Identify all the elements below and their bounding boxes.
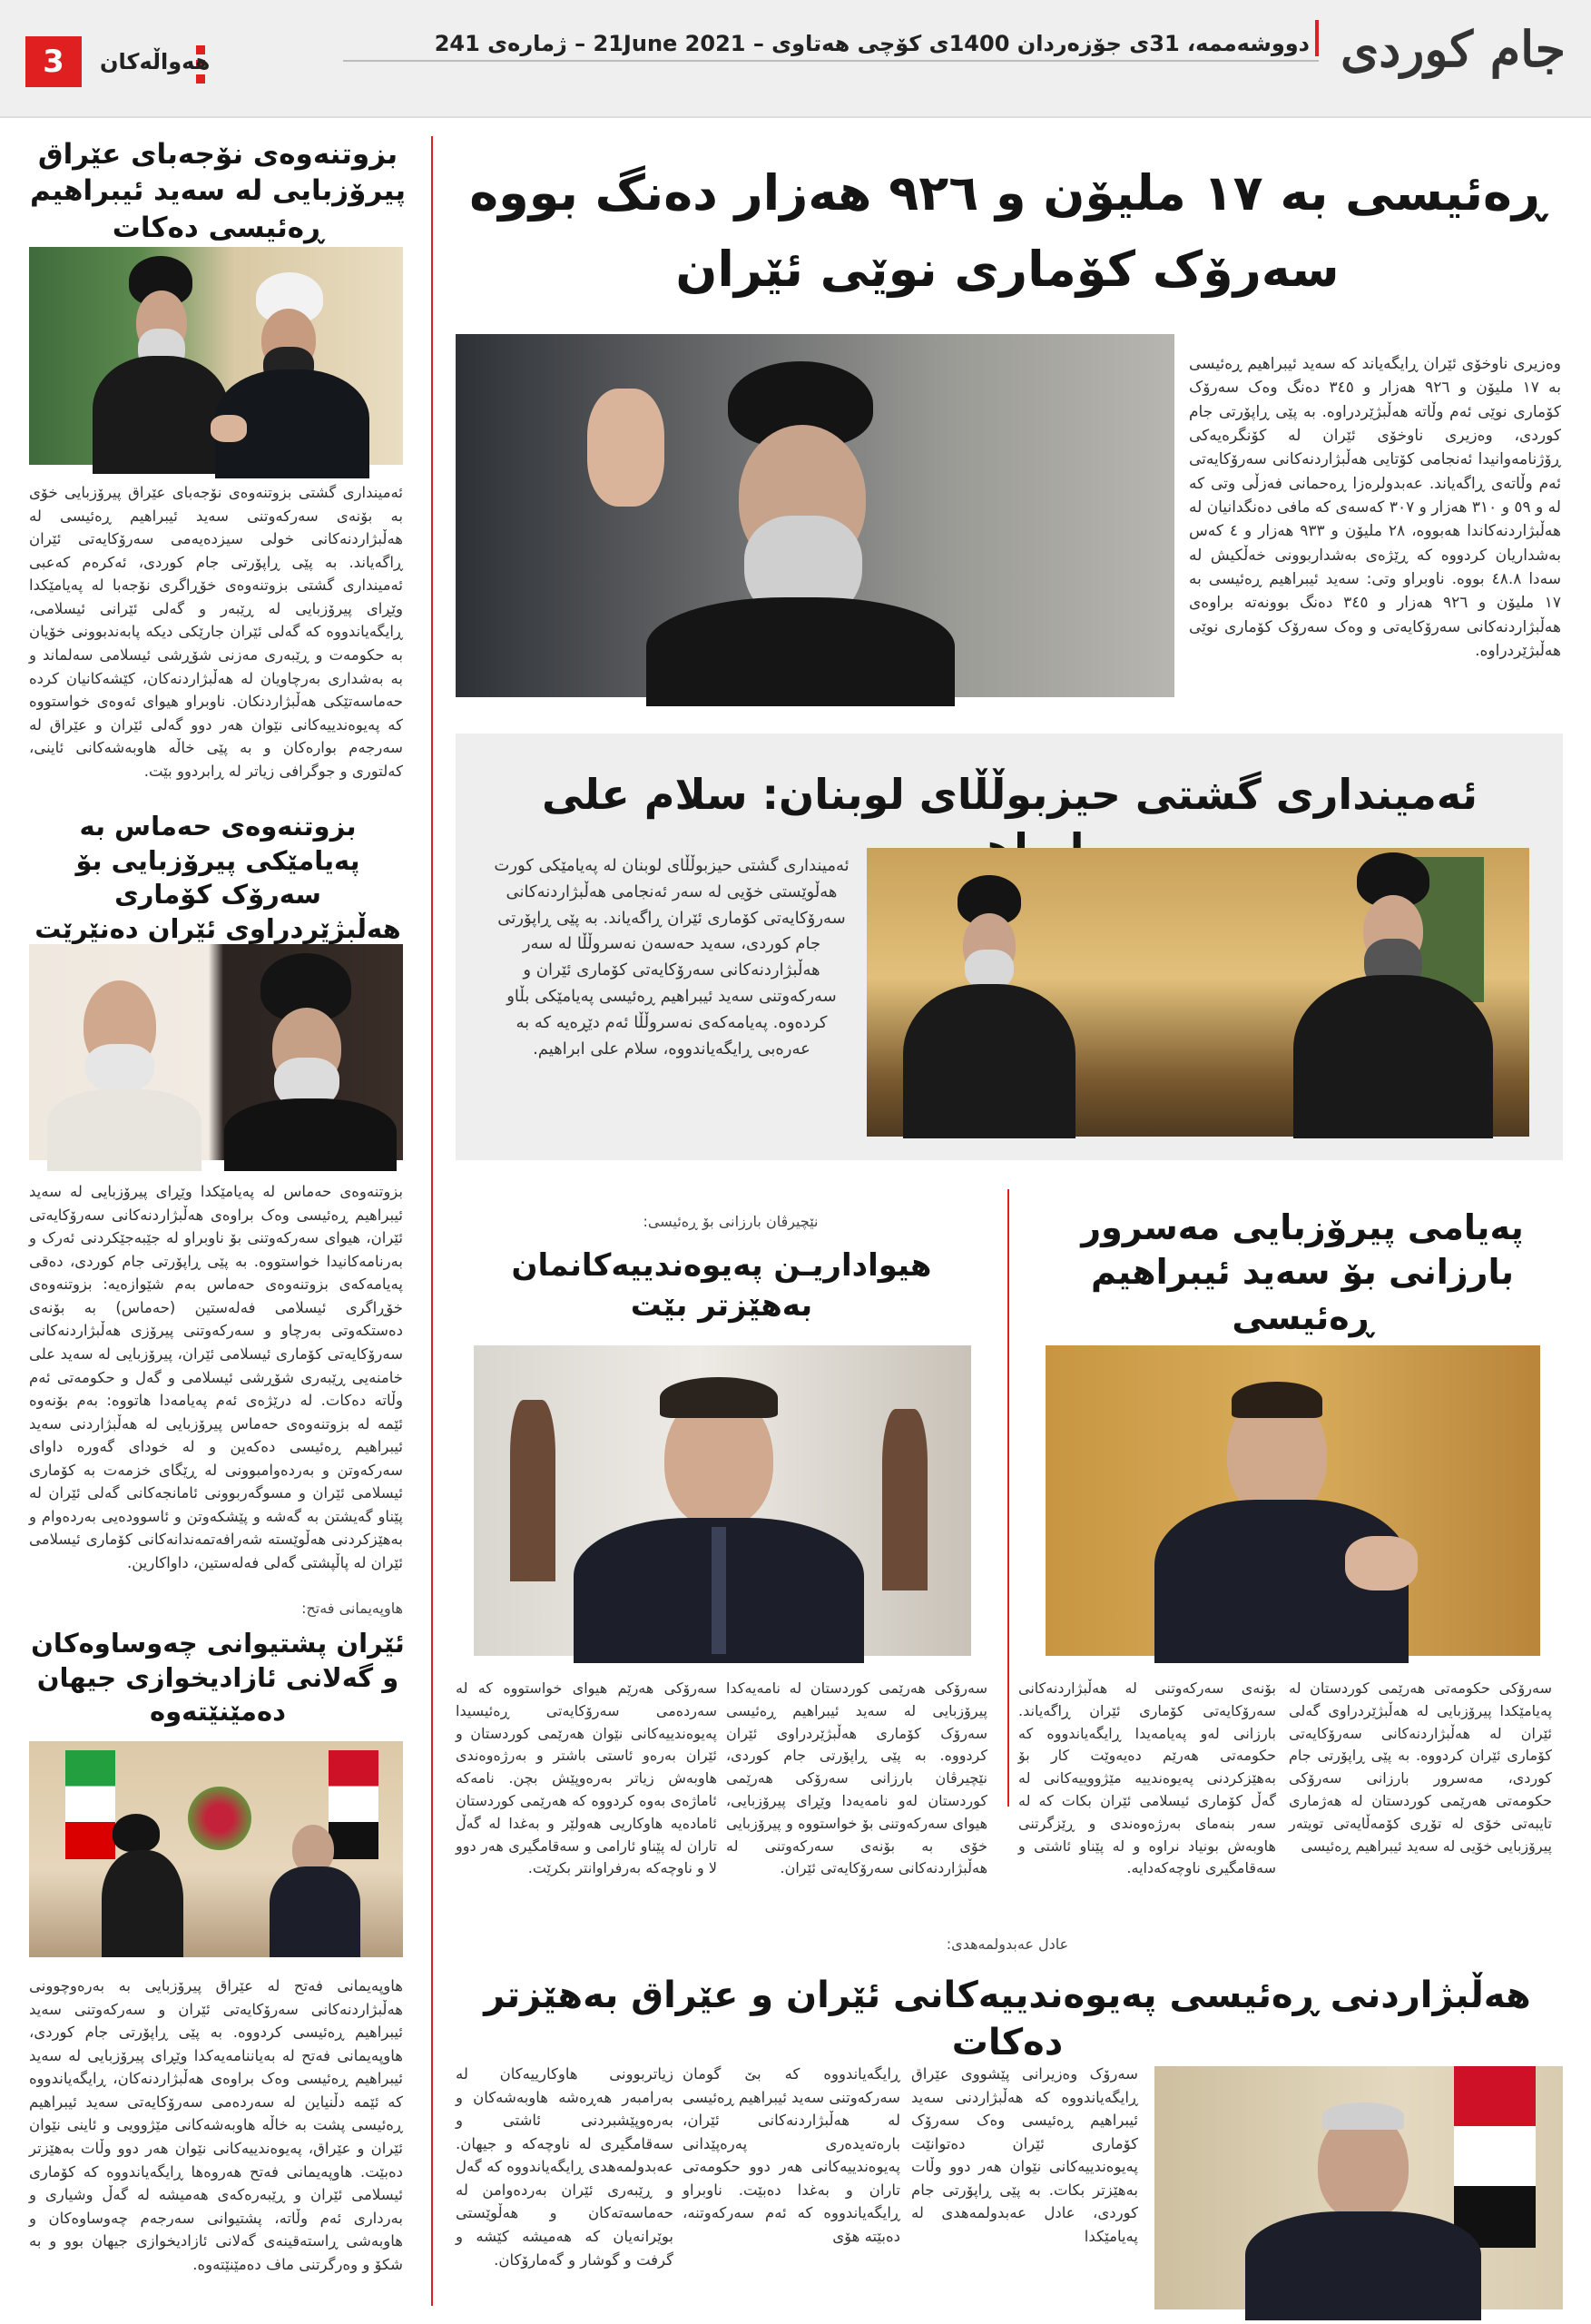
masrour-headline[interactable]: پەیامی پیرۆزبایی مەسرور بارزانی بۆ سەید ئیبراهیم ڕەئیسی [1081, 1207, 1524, 1337]
hezbollah-photo[interactable] [867, 848, 1529, 1137]
logo-divider [1315, 20, 1319, 56]
nechirvan-headline[interactable]: هیواداریـن پەیوەندییەکانمان بەهێزتر بێت [511, 1247, 932, 1324]
mid-divider [1007, 1189, 1009, 1807]
nujaba-body: ئەمینداری گشتی بزوتنەوەی نۆجەبای عێراق پیرۆزبایی خۆی بە بۆنەی سەرکەوتنی سەید ئیبراهیم ڕەئیسی لە هەڵبژاردنەکانی خولی سیزدەیەمی سەرۆکایەتی ئێران ڕاگەیاند. بە پێی ڕاپۆرتی جام کوردی، ئەکرەم کەعبی ئەمینداری گشتی بزوتنەوەی خۆڕاگری نۆجەبا لە پەیامێکدا وێڕای پیرۆزبایی لە ڕێبەر و گەلی ئێرانی ئیسلامی، ڕایگەیاندووە کە گەلی ئێران جارێکی دیکە پابەندبوونی خۆیان بە حکومەت و ڕێبەری مەزنی شۆڕشی ئیسلامی سەلماند و بە بەشداری بەرچاویان لە هەڵبژاردنەکان، کێشەکانیان کردە حەماسەتێکی هەڵبژاردنکان. ناوبراو هیوای ئەوەی خواستووە کە پەیوەندییەکانی نێوان هەر دوو گەلی ئێران و عێراق لە سەرجەم بوارەکان و بە پێی خاڵە هاوبەشەکانی ئاینی، کەلتوری و جوگرافی زیاتر لە ڕابردوو بێت. [29, 484, 403, 780]
hezbollah-headline[interactable]: ئەمینداری گشتی حیزبوڵڵای لوبنان: سلام علی [542, 770, 1478, 819]
nechirvan-photo[interactable] [474, 1345, 971, 1656]
fateh-photo[interactable] [29, 1741, 403, 1957]
adel-photo[interactable] [1154, 2066, 1563, 2309]
masrour-photo[interactable] [1046, 1345, 1540, 1656]
nujaba-headline[interactable]: بزوتنەوەی نۆجەبای عێراق پیرۆزبایی لە سەید ئیبراهیم ڕەئیسی دەکات [30, 138, 406, 244]
hamas-headline[interactable]: بزوتنەوەی حەماس بە پەیامێکی پیرۆزبایی بۆ سەرۆک کۆماری هەڵبژێردراوی ئێران دەنێرێت [34, 811, 401, 945]
main-body: وەزیری ناوخۆی ئێران ڕایگەیاند کە سەید ئیبراهیم ڕەئیسی بە ١٧ ملیۆن و ٩٢٦ هەزار و ٣٤٥ دەنگ وەک سەرۆک کۆماری نوێی ئەم وڵاتە هەڵبژێردراوە. بە پێی ڕاپۆرتی جام کوردی، وەزیری ناوخۆی ئێران لە کۆنگرەیەکی ڕۆژنامەوانیدا ئەنجامی کۆتایی هەڵبژاردنەکانی سەرۆکایەتی ئەم وڵاتەی ڕاگەیاند. عەبدولرەزا ڕەحمانی فەزڵی وتی کە لە و ٥٩ و ٣١٠ هەزار و ٣٠٧ کەسەی کە مافی دەنگدانیان لە هەڵبژاردنەکاندا هەبووە، ٢٨ ملیۆن و ٩٣٣ هەزار و ٤ کەس بەشداریان کردووە کە ڕێژەی بەشداربوونی خەڵکیش لە سەدا ٤٨.٨ بووە. ناوبراو وتی: سەید ئیبراهیم ڕەئیسی بە ١٧ ملیۆن و ٩٢٦ هەزار و ٣٤٥ دەنگ بوونەتە براوەی هەڵبژاردنەکانی سەرۆکایەتی و وەک سەرۆک کۆماری نوێی هەڵبژێردراوە. [1189, 355, 1561, 661]
fateh-kicker: هاوپەیمانی فەتح: [301, 1600, 403, 1617]
hamas-photo[interactable] [29, 944, 403, 1160]
adel-col-c: زیاتربوونی هاوکارییەکان لە بەرامبەر هەڕەشە هاوبەشەکان و بەرەوپێشبردنی ئاشتی و سەقامگیری لە ناوچەکە و جیهان. عەبدولمەهدی ڕایگەیاندووە کە گەل و ڕێبەری ئێران بەردەوامن لە حەماسەتەکان و هەڵوێستی بوێرانەیان کە هەمیشە کێشە و گرفت و گوشار و گەمارۆکان. [456, 2065, 673, 2269]
section-name[interactable]: هەواڵەکان [100, 49, 211, 74]
issue-dateline: دووشەممە، 31ی جۆزەردان 1400ی کۆچی هەتاوی – 21June 2021 – ژمارەی 241 [434, 31, 1310, 56]
column-divider [431, 136, 433, 2306]
adel-kicker: عادل عەبدولمەهدی: [946, 1935, 1069, 1953]
masthead-logo[interactable]: جام کوردی [1340, 20, 1566, 78]
adel-headline[interactable]: هەڵبژاردنی ڕەئیسی پەیوەندییەکانی ئێران و عێراق بەهێزتر دەکات [484, 1974, 1531, 2063]
main-headline-line-2[interactable]: سەرۆک کۆماری نوێی ئێران [675, 241, 1340, 298]
nechirvan-body-a: سەرۆکی هەرێمی کوردستان لە نامەیەکدا پیرۆزبایی لە سەید ئیبراهیم ڕەئیسی سەرۆک کۆماری هەڵبژێردراوی ئێران کردووە. بە پێی ڕاپۆرتی جام کوردی، نێچیرڤان بارزانی سەرۆکی هەرێمی کوردستان لەو نامەیەدا وێڕای پیرۆزبایی، هیوای سەرکەوتنی بۆ خواستووە و پیرۆزبایی خۆی بە بۆنەی سەرکەوتنی لە هەڵبژاردنەکانی سەرۆکایەتی ئێران. [726, 1679, 987, 1877]
fateh-body: هاوپەیمانی فەتح لە عێراق پیرۆزبایی بە بەرەوچوونی هەڵبژاردنەکانی سەرۆکایەتی ئێران و سەرکەوتنی سەید ئیبراهیم ڕەئیسی کردووە. بە پێی ڕاپۆرتی جام کوردی، هاوپەیمانی فەتح لە بەیاننامەیەکدا وێڕای پیرۆزبایی لە سەید ئیبراهیم ڕەئیسی وەک براوەی هەڵبژاردنەکان، ڕایگەیاندووە کە ئێمە دڵنیاین لە سەردەمی سەرۆکایەتی سەید ئیبراهیم ڕەئیسی پشت بە خاڵە هاوبەشەکانی مێژوویی و ئاینی نێوان ئێران و عێراق، پەیوەندییەکانی نێوان هەر دوو وڵات بەهێزتر دەبێت. هاوپەیمانی فەتح هەروەها ڕایگەیاندووە کە کۆماری ئیسلامی ئێران و ڕێبەرەکەی هەمیشە لە گەڵ وشیاری و بەرداری ئەم وڵاتە، پشتیوانی سەرجەم چەوساوەکان و هاوبەشی ڕاستەقینەی گەلانی ئازادیخوازی جیهان بوو و بە شکۆ و وەرگرتنی ماف دەمێنێتەوە. [29, 1977, 403, 2273]
adel-col-a: سەرۆک وەزیرانی پێشووی عێراق ڕایگەیاندووە کە هەڵبژاردنی سەید ئیبراهیم ڕەئیسی وەک سەرۆک کۆماری ئێران دەتوانێت پەیوەندییەکانی نێوان هەر دوو وڵات بەهێزتر بکات. بە پێی ڕاپۆرتی جام کوردی، عادل عەبدولمەهدی لە پەیامێکدا [911, 2065, 1138, 2245]
masrour-body-b: بۆنەی سەرکەوتنی لە هەڵبژاردنەکانی سەرۆکایەتی کۆماری ئێران ڕاگەیاند. بارزانی لەو پەیامەیدا ڕایگەیاندووە کە حکومەتی هەرێم دەیەوێت کار بۆ بەهێزکردنی پەیوەندییە مێژووییەکانی لە گەڵ کۆماری ئیسلامی ئێران بکات کە لە سەر بنەمای بەرژەوەندی و ڕێزگرتنی هاوبەش بونیاد نراوە و لە پێناو ئاشتی و سەقامگیری ناوچەکەدایە. [1018, 1679, 1276, 1877]
header-rule [343, 60, 1319, 62]
nechirvan-kicker: نێچیرڤان بارزانی بۆ ڕەئیسی: [643, 1213, 819, 1230]
hamas-body: بزوتنەوەی حەماس لە پەیامێکدا وێڕای پیرۆزبایی لە سەید ئیبراهیم ڕەئیسی وەک براوەی هەڵبژاردنەکانی سەرۆکایەتی ئێران، هیوای سەرکەوتنی بۆ ناوبراو لە جێبەجێکردنی ئەرک و بەرنامەکانیدا خواستووە. بە پێی ڕاپۆرتی جام کوردی، دەقی پەیامەکەی بزوتنەوەی حەماس بەم شێوازەیە: بزوتنەوەی خۆڕاگری ئیسلامی فەلەستین (حەماس) بە بۆنەی دەستکەوتی بەرچاو و سەرکەوتنی پیرۆزی هەڵبژاردنەکانی سەرۆکایەتی کۆماری ئیسلامی ئێران، پیرۆزبایی لە سەید علی خامنەیی ڕێبەری شۆڕشی ئیسلامی و گەل و حکومەتی ئەم وڵاتە دەکات. لە درێژەی ئەم پەیامەدا هاتووە: بەم بۆنەوە ئێمە لە بزوتنەوەی حەماس پیرۆزبایی لە هەڵبژاردنی سەید ئیبراهیم ڕەئیسی دەکەین و لە خودای گەورە داوای سەرکەوتن و بەردەوامبوونی لە ڕێگای خزمەت بە کۆماری ئیسلامی ئێران و مسوگەربوونی ئامانجەکانی گەلی ئێران لە پێناو گەیشتن بە گەشە و پێشکەوتن و ئاسوودەیی بەردەوام و بەهێزکردنی هەڵوێستە شەرافەتمەندانەکانی کۆماری ئیسلامی ئێران لە پاڵپشتی گەلی فەلەستین، داواکارین. [29, 1183, 403, 1571]
nujaba-photo[interactable] [29, 247, 403, 465]
page-number-badge: 3 [25, 36, 82, 87]
main-headline-line-1[interactable]: ڕەئیسی بە ١٧ ملیۆن و ٩٢٦ هەزار دەنگ بووە [469, 164, 1546, 222]
adel-col-b: ڕایگەیاندووە کە بێ گومان سەرکەوتنی سەید ئیبراهیم ڕەئیسی لە هەڵبژاردنەکانی ئێران، بارەتەیدەری پەرەپێدانی پەیوەندییەکانی هەر دوو حکومەتی تاران و بەغدا دەبێت. ناوبراو ڕایگەیاندووە کە ئەم سەرکەوتنە، دەبێتە هۆی [683, 2065, 900, 2245]
masthead-bar [0, 0, 1591, 118]
nechirvan-body-b: سەرۆکی هەرێم هیوای خواستووە کە لە سەردەمی سەرۆکایەتی ڕەئیسیدا پەیوەندییەکانی نێوان هەرێمی کوردستان و ئێران بەرەو ئاستی باشتر و بەرژەوەندی هاوبەش زیاتر بەرەوپێش بچن. نامەکە ئاماژەی بەوە کردووە کە هەرێمی کوردستان ئامادەیە هاوکاریی هەولێر و بەغدا لە گەڵ تاران لە پێناو ئارامی و سەقامگیری هەر دوو لا و ناوچەکە بەرفراوانتر بکرێت. [456, 1679, 717, 1877]
hezbollah-body: ئەمینداری گشتی حیزبوڵڵای لوبنان لە پەیامێکی کورت هەڵوێستی خۆیی لە سەر ئەنجامی هەڵبژاردنەکانی سەرۆکایەتی کۆماری ئێران ڕاگەیاند. بە پێی ڕاپۆرتی جام کوردی، سەید حەسەن نەسروڵڵا لە سەر هەڵبژاردنەکانی سەرۆکایەتی کۆماری ئێران و سەرکەوتنی سەید ئیبراهیم ڕەئیسی پەیامێکی بڵاو کردەوە. پەیامەکەی نەسروڵڵا ئەم دێڕەیە کە بە عەرەبی ڕایگەیاندووە، سلام علی ابراهیم. [494, 856, 850, 1059]
raisi-main-photo[interactable] [456, 334, 1174, 697]
masrour-body-a: سەرۆکی حکومەتی هەرێمی کوردستان لە پەیامێکدا پیرۆزبایی لە هەڵبژێردراوی گەلی ئێران لە هەڵبژاردنەکانی سەرۆکایەتی کۆماری ئێران کردووە. بە پێی ڕاپۆرتی جام کوردی، مەسرور بارزانی سەرۆکی حکومەتی هەرێمی کوردستان لە هەژماری تایبەتی خۆی لە تۆڕی کۆمەڵایەتی تویتەر پیرۆزبایی خۆیی لە سەید ئیبراهیم ڕەئیسی [1289, 1679, 1552, 1855]
fateh-headline[interactable]: ئێران پشتیوانی چەوساوەکان و گەلانی ئازادیخوازی جیهان دەمێنێتەوە [31, 1628, 405, 1728]
